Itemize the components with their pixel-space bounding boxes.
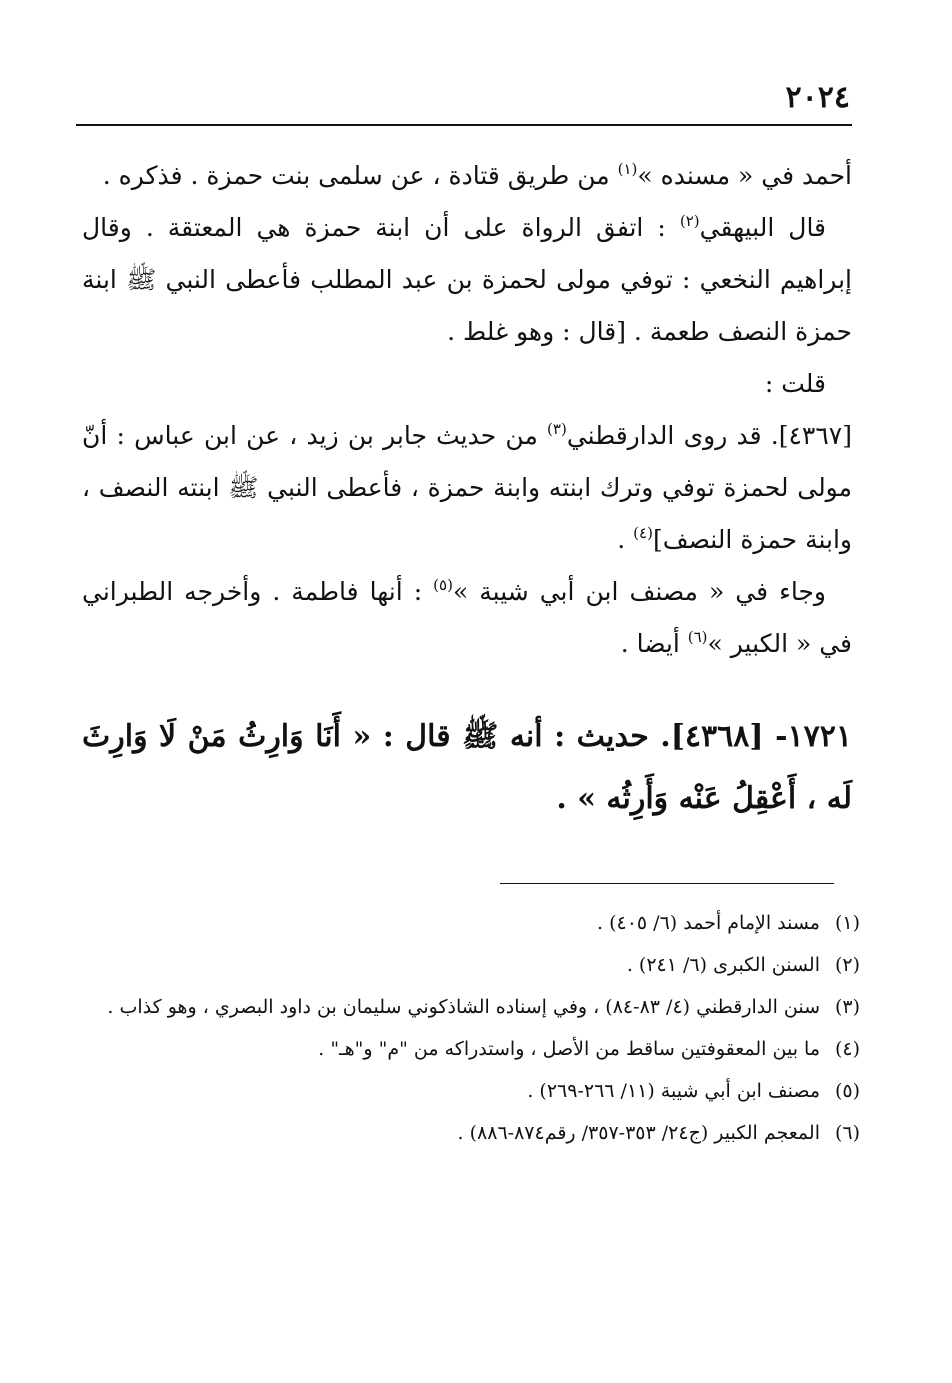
footnote-2 [80,950,860,980]
paragraph-4: [٤٣٦٧]. قد روى الدارقطني$^{(٣)}$ من حديث جابر بن زيد ، عن ابن عباس : أنّ مولى لحمزة توفي وترك ابنته وابنة حمزة ، فأعطى النبي ﷺ ابنته النصف ، وابنة حمزة النصف]$^{(٤)}$ . [82,420,852,554]
hadith-number: ١٧٢١ [787,719,852,754]
footnote-6 [80,1118,860,1148]
footnote-1 [80,908,860,938]
footnote-text: مسند الإمام أحمد (٦/ ٤٠٥) . [597,912,820,934]
hadith-reference: [٤٣٦٧] [778,421,852,450]
footnote-5 [80,1076,860,1106]
footnote-ref-6[interactable]: (٦) [687,628,708,646]
footnote-text: المعجم الكبير (ج٢٤/ ٣٥٣-٣٥٧/ رقم٨٧٤-٨٨٦) . [457,1122,820,1144]
footnote-number: (٤) [834,1038,860,1060]
paragraph-2: قال البيهقي$^{(٢)}$ : اتفق الرواة على أن ابنة حمزة هي المعتقة . وقال إبراهيم النخعي : توفي مولى لحمزة بن عبد المطلب فأعطى النبي ﷺ ابنة حمزة النصف طعمة . [قال : وهو غلط . [82,212,852,346]
paragraph-1: أحمد في « مسنده »$^{(١)}$ من طريق قتادة ، عن سلمى بنت حمزة . فذكره . [102,160,852,190]
paragraph-3: قلت : [764,369,826,398]
hadith-heading-reference: [٤٣٦٨] [670,719,764,754]
footnote-ref-2[interactable]: (٢) [679,212,700,230]
footnote-text: سنن الدارقطني (٤/ ٨٣-٨٤) ، وفي إسناده الشاذكوني سليمان بن داود البصري ، وهو كذاب . [107,996,820,1018]
paragraph-5: وجاء في « مصنف ابن أبي شيبة »$^{(٥)}$ : أنها فاطمة . وأخرجه الطبراني في « الكبير »$^{(٦)}$ أيضا . [82,576,852,658]
footnote-number: (٢) [834,954,860,976]
hadith-heading: ١٧٢١- [٤٣٦٨]. حديث : أنه ﷺ قال : « أَنَا وَارِثُ مَنْ لَا وَارِثَ لَه ، أَعْقِلُ عَنْه وَأَرِثُه » . [82,719,852,816]
footnote-3 [80,992,860,1022]
footnote-number: (١) [834,912,860,934]
footnote-text: ما بين المعقوفتين ساقط من الأصل ، واستدراكه من "م" و"هـ" . [318,1038,820,1060]
footnote-text: السنن الكبرى (٦/ ٢٤١) . [626,954,820,976]
footnotes [80,908,860,1160]
footnote-number: (٣) [834,996,860,1018]
main-text [82,150,852,670]
footnote-number: (٦) [834,1122,860,1144]
footnote-ref-3[interactable]: (٣) [547,420,567,438]
footnote-ref-1[interactable]: (١) [617,160,638,178]
footnote-rule [500,883,834,884]
footnote-text: مصنف ابن أبي شيبة (١١/ ٢٦٦-٢٦٩) . [527,1080,820,1102]
hadith-heading-text: . حديث : أنه ﷺ قال : « أَنَا وَارِثُ مَنْ لَا وَارِثَ لَه ، أَعْقِلُ عَنْه وَأَرِثُه » . [82,719,852,816]
footnote-ref-5[interactable]: (٥) [433,576,453,594]
footnote-ref-4[interactable]: (٤) [633,524,653,542]
page-number: ٢٠٢٤ [785,80,850,115]
header-rule [76,124,852,126]
footnote-4 [80,1034,860,1064]
footnote-number: (٥) [834,1080,860,1102]
